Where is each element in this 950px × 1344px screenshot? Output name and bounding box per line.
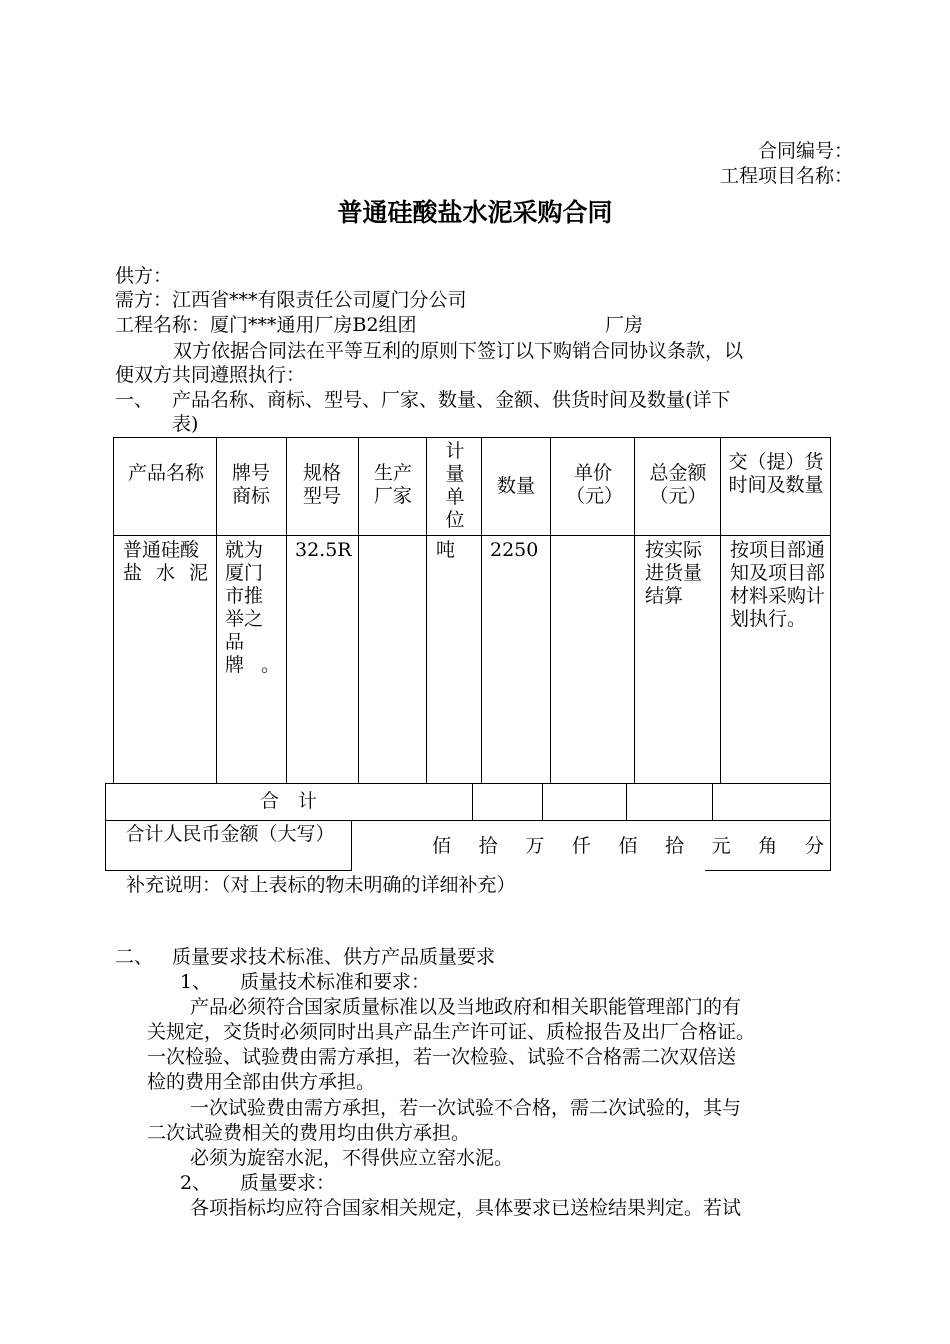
- para-2-line-1: 一次试验费由需方承担，若一次试验不合格，需二次试验的，其与: [190, 1097, 742, 1119]
- intro-line-1: 双方依据合同法在平等互利的原则下签订以下购销合同协议条款，以: [173, 340, 744, 362]
- buyer-line: 需方：江西省***有限责任公司厦门分公司: [115, 289, 467, 311]
- project-suffix: 厂房: [605, 314, 644, 336]
- cell-brand: 就为厦门市推举之品牌。: [225, 539, 280, 676]
- col-header-product: 产品名称: [127, 462, 204, 484]
- col-header-spec: 规格型号: [302, 462, 341, 507]
- rmb-unit-bai: 佰: [432, 835, 452, 857]
- subsection-1-title: 质量技术标准和要求：: [240, 971, 431, 993]
- supplier-line: 供方：: [115, 265, 173, 287]
- section-1-line-1: 产品名称、商标、型号、厂家、数量、金额、供货时间及数量(详下: [172, 389, 731, 411]
- para-2-line-2: 二次试验费相关的费用均由供方承担。: [147, 1122, 471, 1144]
- subsection-2-title: 质量要求：: [240, 1172, 336, 1194]
- para-1-line-4: 检的费用全部由供方承担。: [147, 1071, 376, 1093]
- rmb-unit-wan: 万: [525, 835, 545, 857]
- document-title: 普通硅酸盐水泥采购合同: [337, 198, 613, 227]
- supplement-note: 补充说明：（对上表标的物未明确的详细补充）: [126, 874, 516, 896]
- cell-quantity: 2250: [490, 539, 539, 561]
- section-2-number: 二、: [115, 946, 154, 968]
- rmb-unit-shi-2: 拾: [665, 835, 685, 857]
- total-label: 合 计: [259, 790, 317, 812]
- rmb-amount-label: 合计人民币金额（大写）: [125, 823, 335, 845]
- project-line: 工程名称：厦门***通用厂房B2组团: [115, 314, 417, 336]
- col-header-brand: 牌号商标: [231, 462, 270, 507]
- para-1-line-1: 产品必须符合国家质量标准以及当地政府和相关职能管理部门的有: [190, 996, 742, 1018]
- contract-number-label: 合同编号：: [757, 140, 853, 162]
- rmb-unit-jiao: 角: [758, 835, 778, 857]
- cell-spec: 32.5R: [295, 539, 352, 561]
- subsection-1-number: 1、: [180, 971, 212, 993]
- rmb-unit-fen: 分: [804, 835, 824, 857]
- para-1-line-2: 关规定，交货时必须同时出具产品生产许可证、质检报告及出厂合格证。: [147, 1021, 756, 1043]
- section-1-number: 一、: [115, 389, 154, 411]
- cell-product: 普通硅酸盐水泥: [123, 539, 208, 584]
- section-2-title: 质量要求技术标准、供方产品质量要求: [172, 946, 496, 968]
- para-1-line-3: 一次检验、试验费由需方承担，若一次检验、试验不合格需二次双倍送: [147, 1046, 737, 1068]
- col-header-quantity: 数量: [496, 475, 535, 497]
- para-4: 各项指标均应符合国家相关规定，具体要求已送检结果判定。若试: [190, 1197, 742, 1219]
- col-header-total-amount: 总金额（元）: [649, 462, 707, 507]
- section-1-line-2: 表): [172, 413, 199, 435]
- cell-delivery: 按项目部通知及项目部材料采购计划执行。: [730, 539, 826, 630]
- rmb-unit-shi: 拾: [478, 835, 498, 857]
- para-3: 必须为旋窑水泥，不得供应立窑水泥。: [190, 1147, 514, 1169]
- rmb-unit-bai-2: 佰: [618, 835, 638, 857]
- cell-total-amount: 按实际进货量结算: [645, 539, 703, 607]
- rmb-unit-qian: 仟: [571, 835, 591, 857]
- project-name-label: 工程项目名称：: [719, 165, 853, 187]
- rmb-units: [432, 835, 824, 858]
- col-header-manufacturer: 生产厂家: [373, 462, 412, 507]
- subsection-2-number: 2、: [180, 1172, 212, 1194]
- col-header-unit-price: 单价（元）: [566, 462, 624, 507]
- col-header-unit: 计量单位: [445, 440, 465, 531]
- cell-unit: 吨: [436, 539, 456, 561]
- rmb-unit-yuan: 元: [711, 835, 731, 857]
- intro-line-2: 便双方共同遵照执行：: [115, 364, 306, 386]
- col-header-delivery: 交（提）货时间及数量: [728, 451, 824, 496]
